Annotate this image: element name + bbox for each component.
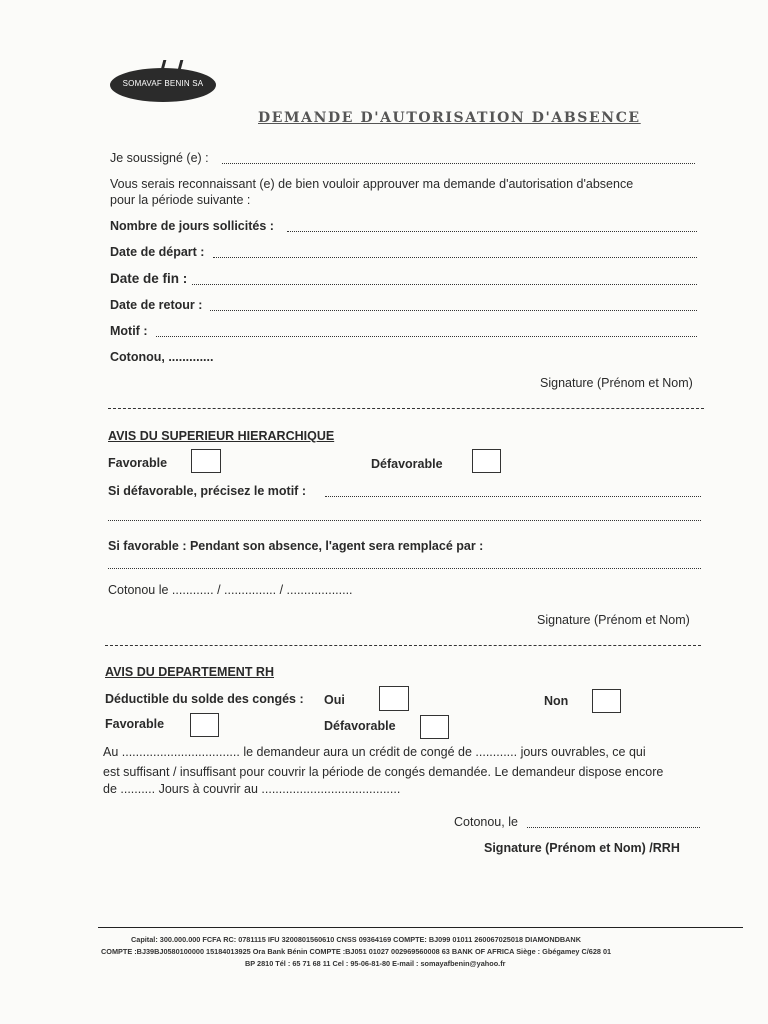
signature-superieur: Signature (Prénom et Nom) — [537, 613, 690, 627]
footer-divider — [98, 927, 743, 928]
date-fin-field[interactable] — [192, 284, 697, 285]
company-logo — [110, 68, 216, 102]
rh-favorable-label: Favorable — [105, 717, 165, 731]
request-text-line1: Vous serais reconnaissant (e) de bien vouloir approuver ma demande d'autorisation d'absence — [110, 177, 634, 191]
rh-cotonou-label: Cotonou, le — [454, 815, 518, 829]
section-divider-1 — [108, 408, 704, 409]
section-divider-2 — [105, 645, 701, 646]
nb-jours-field[interactable] — [287, 231, 697, 232]
date-fin-label: Date de fin : — [110, 271, 188, 286]
superieur-motif-field[interactable] — [325, 496, 701, 497]
footer-line1: Capital: 300.000.000 FCFA RC: 0781115 IFU 3200801560610 CNSS 09364169 COMPTE: BJ099 01011 260067025018 DIAMONDBANK — [131, 935, 581, 944]
document-title: DEMANDE D'AUTORISATION D'ABSENCE — [258, 110, 641, 126]
logo-text: SOMAVAF BENIN SA — [122, 79, 204, 88]
date-depart-field[interactable] — [213, 257, 697, 258]
logo-mark-icon — [161, 60, 184, 70]
soussigne-field[interactable] — [222, 163, 695, 164]
rh-non-label: Non — [544, 694, 569, 708]
superieur-favorable-checkbox[interactable] — [191, 449, 221, 473]
rh-oui-checkbox[interactable] — [379, 686, 409, 711]
superieur-favorable-label: Favorable — [108, 456, 168, 470]
motif-label: Motif : — [110, 324, 148, 338]
footer-line3: BP 2810 Tél : 65 71 68 11 Cel : 95-06-81-80 E-mail : somayafbenin@yahoo.fr — [245, 959, 506, 968]
rh-credit-line2: est suffisant / insuffisant pour couvrir la période de congés demandée. Le demandeur dispose encore — [103, 765, 664, 779]
signature-demandeur: Signature (Prénom et Nom) — [540, 376, 693, 390]
signature-rrh: Signature (Prénom et Nom) /RRH — [484, 841, 680, 855]
rh-credit-line3: de .......... Jours à couvrir au ........................................ — [103, 782, 401, 796]
cotonou-date: Cotonou, ............. — [110, 350, 214, 364]
rh-non-checkbox[interactable] — [592, 689, 621, 713]
rh-defavorable-label: Défavorable — [324, 719, 396, 733]
superieur-remplace-field[interactable] — [108, 568, 701, 569]
request-text-line2: pour la période suivante : — [110, 193, 251, 207]
rh-oui-label: Oui — [324, 693, 345, 707]
rh-credit-line1: Au .................................. le demandeur aura un crédit de congé de ............ jours ouvrables, ce qui — [103, 745, 646, 759]
rh-heading: AVIS DU DEPARTEMENT RH — [105, 665, 274, 679]
date-depart-label: Date de départ : — [110, 245, 205, 259]
nb-jours-label: Nombre de jours sollicités : — [110, 219, 274, 233]
soussigne-label: Je soussigné (e) : — [110, 151, 209, 165]
superieur-motif-field-2[interactable] — [108, 520, 701, 521]
date-retour-field[interactable] — [210, 310, 697, 311]
superieur-cotonou-date: Cotonou le ............ / ............... / ................... — [108, 583, 353, 597]
superieur-remplace-label: Si favorable : Pendant son absence, l'agent sera remplacé par : — [108, 539, 484, 553]
superieur-heading: AVIS DU SUPERIEUR HIERARCHIQUE — [108, 429, 335, 443]
superieur-defavorable-label: Défavorable — [371, 457, 443, 471]
rh-deductible-label: Déductible du solde des congés : — [105, 692, 304, 706]
footer-line2: COMPTE :BJ39BJ0580100000 15184013925 Ora Bank Bénin COMPTE :BJ051 01027 002969560008 63 BANK OF AFRICA Siège : Gbégamey C/628 01 — [101, 947, 612, 956]
superieur-motif-label: Si défavorable, précisez le motif : — [108, 484, 306, 498]
rh-defavorable-checkbox[interactable] — [420, 715, 449, 739]
rh-cotonou-date-field[interactable] — [527, 827, 700, 828]
motif-field[interactable] — [156, 336, 697, 337]
rh-favorable-checkbox[interactable] — [190, 713, 219, 737]
date-retour-label: Date de retour : — [110, 298, 203, 312]
superieur-defavorable-checkbox[interactable] — [472, 449, 501, 473]
